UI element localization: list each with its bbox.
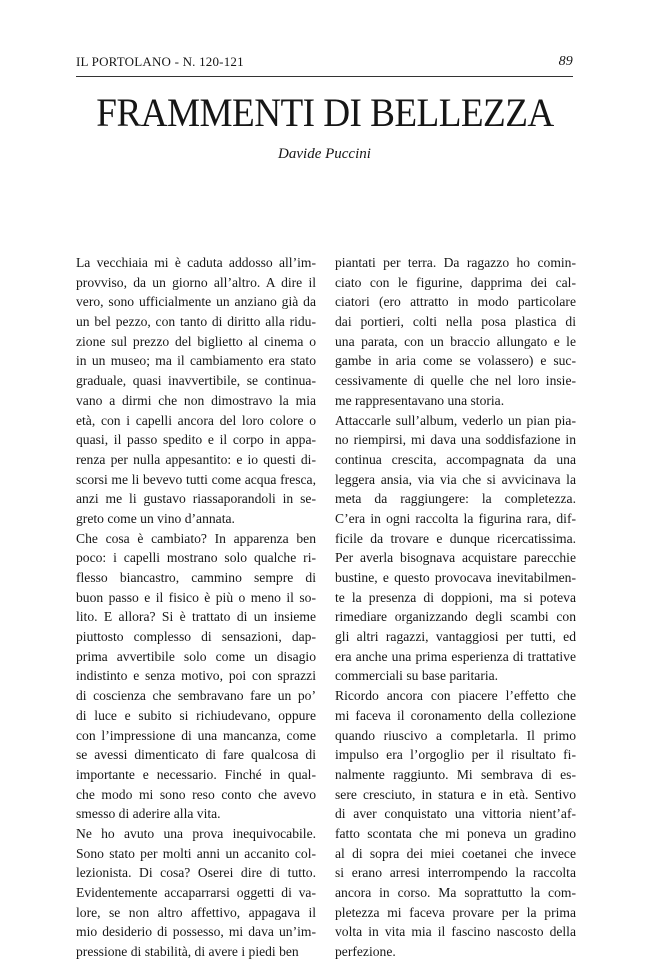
- body-text-line: te la presenza di doppioni, ma si poteva: [335, 589, 576, 605]
- body-text-line: indistinto e senza motivo, poi con sprazzi: [76, 668, 316, 684]
- body-text-line: di luce e subito si richiudevano, oppure: [76, 707, 316, 723]
- body-text-line: graduale, quasi inavvertibile, se continua-: [76, 373, 316, 389]
- body-text-line: mi faceva il coronamento della collezione: [335, 707, 576, 723]
- body-text-line: dai portieri, colti nella posa plastica di: [335, 314, 576, 330]
- body-text-line: Sono stato per molti anni un accanito col-: [76, 845, 316, 861]
- text-column-left: [76, 253, 316, 962]
- body-text-line: Ricordo ancora con piacere l’effetto che: [335, 688, 576, 704]
- body-text-line: ciato con le figurine, dapprima dei cal-: [335, 274, 576, 290]
- header-rule: [76, 76, 573, 77]
- body-text-line: importante e necessario. Finché in qual-: [76, 766, 316, 782]
- body-text-line: di coscienza che sembravano fare un po’: [76, 688, 316, 704]
- body-text-line: Per averla bisognava acquistare parecchie: [335, 550, 576, 566]
- text-column-right: [335, 253, 576, 962]
- journal-issue: IL PORTOLANO - N. 120-121: [76, 54, 244, 69]
- body-text-line: età, con i capelli ancora del loro colore o: [76, 412, 316, 428]
- body-text-line: continua crescita, accompagnata da una: [335, 451, 576, 467]
- body-text-line: pletezza mi faceva provare per la prima: [335, 904, 576, 920]
- body-text-line: vero, sono ufficialmente un anziano già da: [76, 294, 316, 310]
- body-text-line: piuttosto complesso di sensazioni, dap-: [76, 629, 316, 645]
- body-text-line: C’era in ogni raccolta la figurina rara, dif-: [335, 510, 576, 526]
- body-text-line: poco: i capelli mostrano solo qualche ri-: [76, 550, 316, 566]
- body-text-line: me rappresentavano una storia.: [335, 392, 505, 408]
- body-text-line: pressione di stabilità, di avere i piedi ben: [76, 944, 299, 960]
- article-author: Davide Puccini: [278, 146, 371, 162]
- body-text-line: che modo mi sono reso conto che avevo: [76, 786, 316, 802]
- body-text-line: no riempirsi, mi dava una soddisfazione in: [335, 432, 576, 448]
- body-text-line: un bel pezzo, con tanto di diritto alla ridu-: [76, 314, 316, 330]
- body-text-line: provviso, da un giorno all’altro. A dire il: [76, 274, 316, 290]
- body-text-line: ciatori (ero attratto in modo particolare: [335, 294, 576, 310]
- body-text-line: La vecchiaia mi è caduta addosso all’im-: [76, 255, 316, 270]
- page-number: 89: [558, 54, 573, 69]
- body-text-line: bustine, e questo provocava inevitabilmen-: [335, 570, 576, 585]
- body-text-line: commerciali su base paritaria.: [335, 668, 499, 684]
- body-text-line: quasi, il passo spedito e il corpo in appa-: [76, 432, 316, 448]
- body-text-line: Ne ho avuto una prova inequivocabile.: [76, 825, 316, 841]
- body-text-line: renza per nulla appesantito: e io questi di-: [76, 451, 316, 467]
- body-text-line: buon passo e il fisico è più o meno il so-: [76, 589, 316, 605]
- body-text-line: quando riuscivo a completarla. Il primo: [335, 727, 576, 743]
- body-text-line: si erano arresi interrompendo la raccolta: [335, 865, 576, 881]
- body-text-line: perfezione.: [335, 944, 396, 960]
- body-text-line: al di sopra dei miei coetanei che invece: [335, 845, 576, 861]
- body-text-line: mio desiderio di possesso, mi dava un’im-: [76, 924, 316, 940]
- body-text-line: gli altri ragazzi, vantaggiosi per tutti, ed: [335, 629, 576, 645]
- body-text-line: fatto scontata che mi poneva un gradino: [335, 825, 576, 841]
- body-text-line: cessivamente di quelle che nel loro insie-: [335, 373, 576, 389]
- body-text-line: greto come un vino d’annata.: [76, 510, 235, 526]
- body-text-line: rimediare organizzando degli scambi con: [335, 609, 576, 625]
- body-text-line: meta da raggiungere: la completezza.: [335, 491, 576, 507]
- body-text-line: ficile da trovare e dunque ricercatissima.: [335, 530, 576, 546]
- body-text-line: anzi me li gustavo riassaporandoli in se-: [76, 491, 316, 507]
- article-title: FRAMMENTI DI BELLEZZA: [96, 90, 554, 135]
- body-text-line: Evidentemente accaparrarsi oggetti di va-: [76, 885, 316, 900]
- body-text-line: piantati per terra. Da ragazzo ho comin-: [335, 255, 576, 270]
- body-text-line: era anche una prima esperienza di trattative: [335, 648, 576, 664]
- body-text-line: una parata, con un braccio allungato e le: [335, 333, 576, 349]
- body-text-line: ancora in corso. Ma soprattutto la com-: [335, 885, 576, 900]
- body-text-line: lito. E allora? Si è trattato di un insieme: [76, 609, 316, 625]
- body-text-line: in un museo; ma il cambiamento era stato: [76, 353, 316, 369]
- body-text-line: flesso biancastro, cammino sempre di: [76, 570, 316, 585]
- body-text-line: scorsi me li bevevo tutti come acqua fresca,: [76, 471, 316, 487]
- body-text-line: zione sul prezzo del biglietto al cinema o: [76, 333, 316, 349]
- body-text-line: smesso di aderire alla vita.: [76, 806, 221, 822]
- body-text-line: volta in vita mia il fascino nascosto della: [335, 924, 576, 940]
- running-head: [76, 52, 573, 72]
- body-text-line: con l’impressione di una mancanza, come: [76, 727, 316, 743]
- body-text-line: vano a dirmi che non dimostravo la mia: [76, 392, 316, 408]
- body-text-line: impulso era l’orgoglio per il risultato fi-: [335, 747, 576, 763]
- body-text-line: nalmente raggiunto. Mi sembrava di es-: [335, 766, 576, 782]
- body-text-line: di aver conquistato una vittoria nient’af-: [335, 806, 576, 822]
- body-text-line: se avessi dimenticato di fare qualcosa di: [76, 747, 316, 763]
- body-text-line: sere cresciuto, in statura e in età. Sentivo: [335, 786, 576, 802]
- body-text-line: Che cosa è cambiato? In apparenza ben: [76, 530, 316, 546]
- body-text-line: prima avvertibile solo come un disagio: [76, 648, 316, 664]
- body-text-line: gambe in aria come se volassero) e suc-: [335, 353, 576, 369]
- body-text-line: leggera ansia, via via che si avvicinava la: [335, 471, 576, 487]
- body-text-line: lore, se non altro affettivo, appagava il: [76, 904, 316, 920]
- body-text-line: Attaccarle sull’album, vederlo un pian pia-: [335, 412, 576, 428]
- body-text-line: lezionista. Di cosa? Oserei dire di tutto.: [76, 865, 316, 881]
